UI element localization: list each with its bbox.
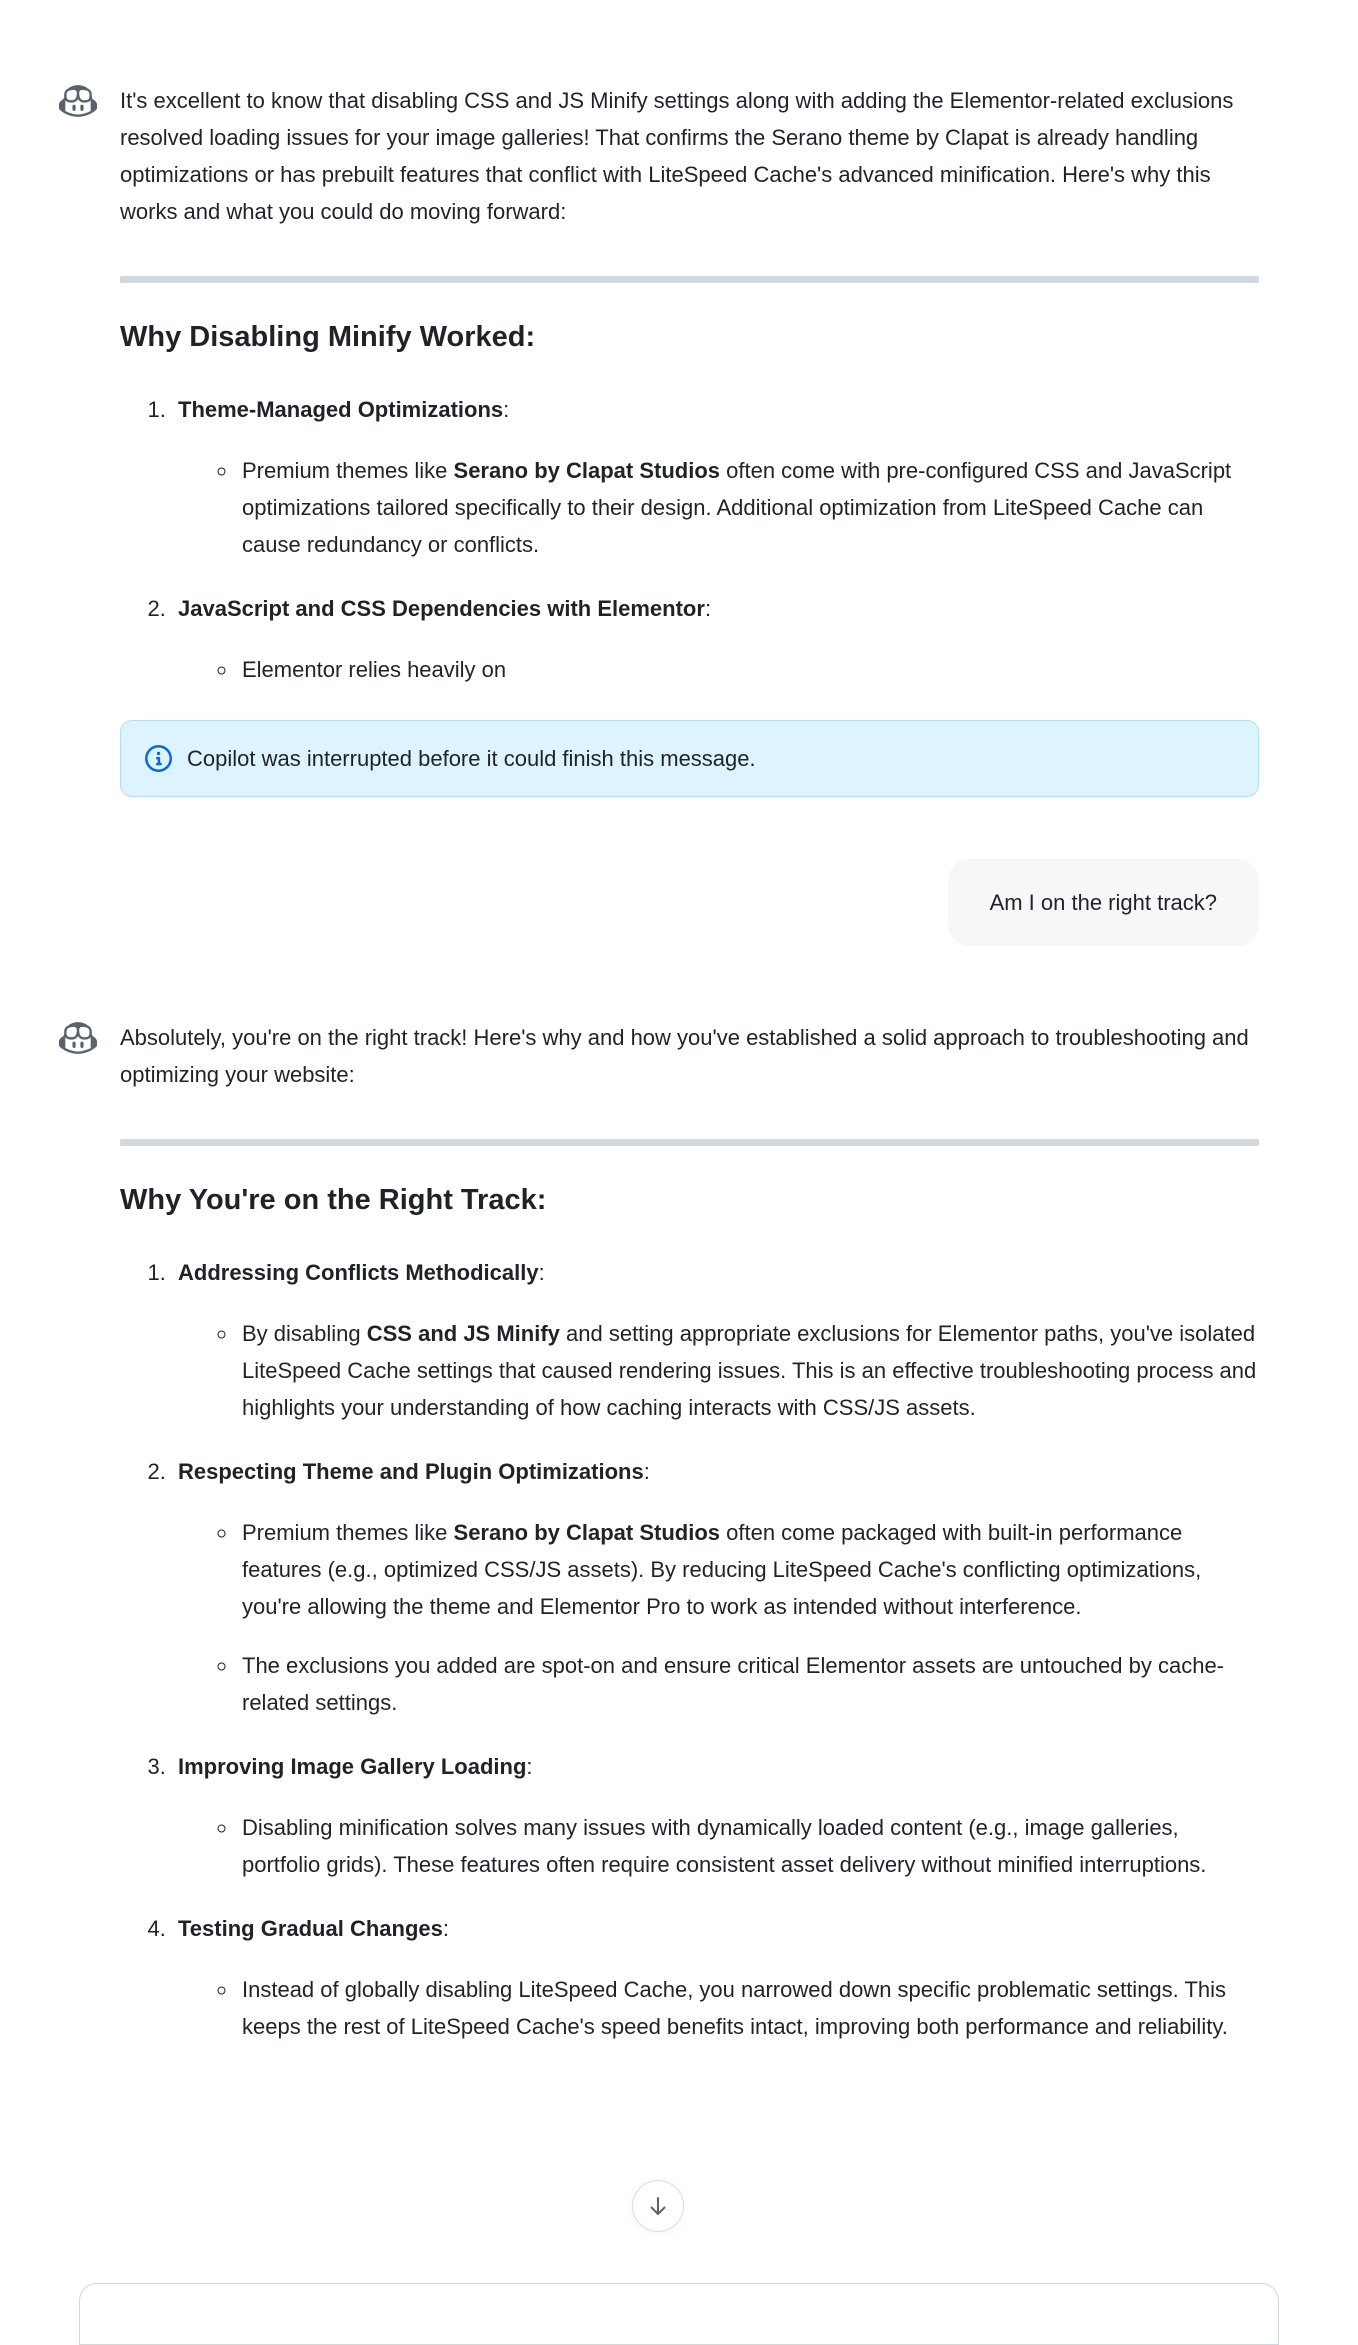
bullet-item [238, 452, 1259, 563]
bullet-item [238, 1971, 1259, 2045]
list-item-title: 2. JavaScript and CSS Dependencies with Elementor: [178, 596, 712, 621]
bullet-list [178, 1514, 1259, 1721]
bullet-item [238, 1315, 1259, 1426]
interrupted-callout [120, 720, 1259, 797]
bullet-list [178, 1315, 1259, 1426]
list-item-title: 2. Respecting Theme and Plugin Optimizations: [178, 1459, 650, 1484]
bullet-item [238, 1647, 1259, 1721]
bullet-list [178, 1971, 1259, 2045]
list-item-2 [172, 1453, 1259, 1721]
bullet-text: ◦ The exclusions you added are spot-on and ensure critical Elementor assets are untouched by cache-related settings. [242, 1653, 1225, 1715]
list-item-4 [172, 1910, 1259, 2045]
bullet-text: ◦ Instead of globally disabling LiteSpeed Cache, you narrowed down specific problematic settings. This keeps the rest of LiteSpeed Cache's speed benefits intact, improving both performance and reliability. [242, 1977, 1228, 2039]
numbered-list [120, 391, 1259, 688]
bullet-text: ◦ Elementor relies heavily on [242, 657, 507, 682]
list-item-3 [172, 1748, 1259, 1883]
callout-text: Copilot was interrupted before it could finish this message. [187, 746, 756, 771]
numbered-list [120, 1254, 1259, 2045]
bullet-text: ◦ Premium themes like Serano by Clapat Studios often come packaged with built-in performance features (e.g., optimized CSS/JS assets). By reducing LiteSpeed Cache's conflicting optimizations, you're allowing the theme and Elementor Pro to work as intended without interference. [242, 1520, 1202, 1619]
section-divider [120, 276, 1259, 283]
chat-input-box[interactable] [79, 2283, 1279, 2345]
section-divider [120, 1139, 1259, 1146]
list-item-1 [172, 391, 1259, 563]
assistant-intro: Absolutely, you're on the right track! Here's why and how you've established a solid approach to troubleshooting and optimizing your website: [120, 1025, 1249, 1087]
scroll-to-bottom-button[interactable] [632, 2180, 684, 2232]
list-item-title: 1. Theme-Managed Optimizations: [178, 397, 510, 422]
list-item-2 [172, 590, 1259, 688]
section-heading: Why You're on the Right Track: [120, 1184, 547, 1216]
copilot-avatar-icon [58, 82, 98, 120]
info-icon [145, 745, 172, 772]
user-message-bubble: Am I on the right track? [948, 859, 1259, 946]
section-heading: Why Disabling Minify Worked: [120, 321, 536, 353]
bullet-item [238, 1809, 1259, 1883]
list-item-1 [172, 1254, 1259, 1426]
bullet-text: ◦ Premium themes like Serano by Clapat Studios often come with pre-configured CSS and JavaScript optimizations tailored specifically to their design. Additional optimization from LiteSpeed Cache can cause redundancy or conflicts. [242, 458, 1232, 557]
user-message [58, 859, 1259, 946]
list-item-title: 3. Improving Image Gallery Loading: [178, 1754, 533, 1779]
arrow-down-icon [646, 2194, 670, 2218]
bullet-list [178, 1809, 1259, 1883]
assistant-message-body [120, 1019, 1259, 2045]
bullet-list [178, 452, 1259, 563]
list-item-title: 1. Addressing Conflicts Methodically: [178, 1260, 545, 1285]
assistant-message-2 [58, 1019, 1259, 2045]
assistant-message-1 [58, 82, 1259, 797]
bullet-list [178, 651, 1259, 688]
bullet-item [238, 651, 1259, 688]
bullet-item [238, 1514, 1259, 1625]
list-item-title: 4. Testing Gradual Changes: [178, 1916, 449, 1941]
assistant-message-body [120, 82, 1259, 797]
assistant-intro: It's excellent to know that disabling CSS and JS Minify settings along with adding the Elementor-related exclusions resolved loading issues for your image galleries! That confirms the Serano theme by Clapat is already handling optimizations or has prebuilt features that conflict with LiteSpeed Cache's advanced minification. Here's why this works and what you could do moving forward: [120, 88, 1234, 224]
bullet-text: ◦ Disabling minification solves many issues with dynamically loaded content (e.g., image galleries, portfolio grids). These features often require consistent asset delivery without minified interruptions. [242, 1815, 1207, 1877]
copilot-avatar-icon [58, 1019, 98, 1057]
bullet-text: ◦ By disabling CSS and JS Minify and setting appropriate exclusions for Elementor paths, you've isolated LiteSpeed Cache settings that caused rendering issues. This is an effective troubleshooting process and highlights your understanding of how caching interacts with CSS/JS assets. [242, 1321, 1257, 1420]
